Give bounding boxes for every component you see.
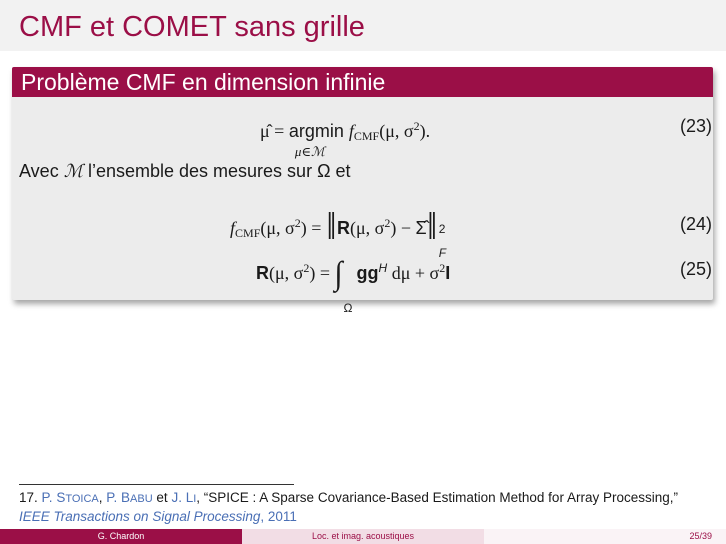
eq24-f: f (230, 218, 236, 238)
eq23-fsub: CMF (353, 129, 380, 143)
eq24-args: (μ, σ (260, 218, 295, 238)
block-title: Problème CMF en dimension infinie (21, 69, 386, 95)
footnote-rule (19, 484, 294, 485)
footer-title: Loc. et imag. acoustiques (242, 529, 484, 544)
journal-name: IEEE Transactions on Signal Processing (19, 509, 261, 524)
eq24-number: (24) (680, 214, 713, 234)
equation-24 (230, 204, 452, 260)
intro-rest: l’ensemble des mesures sur Ω et (82, 161, 351, 181)
norm-right: ‖ (427, 204, 437, 248)
eq24-normexp: 2 (438, 222, 446, 236)
eq23-f: f (348, 121, 354, 141)
eq25-args: (μ, σ (269, 263, 304, 283)
eq23-argmin: argmin (288, 121, 344, 141)
footnote-number: 17. (19, 490, 38, 505)
avec-word: Avec (19, 161, 59, 181)
eq24-fsub: CMF (235, 226, 261, 240)
eq25-number: (25) (680, 259, 713, 279)
author-3[interactable]: J. LI (171, 490, 197, 505)
journal-year: , 2011 (260, 509, 297, 524)
page-number: 25/39 (689, 531, 712, 541)
eq25-H: H (378, 261, 388, 275)
footer (0, 529, 726, 544)
intro-text (19, 160, 351, 182)
footnote (19, 489, 719, 526)
author-1[interactable]: P. STOICA (41, 490, 99, 505)
norm-left: ‖ (326, 204, 336, 248)
eq23-args: (μ, σ (379, 121, 414, 141)
eq23-exp: 2 (413, 119, 420, 133)
theorem-block (12, 67, 713, 315)
eq24-mid: ) = (300, 218, 326, 238)
eq24-normsub: F (438, 246, 447, 260)
eq25-gg: gg (356, 263, 379, 283)
eq23-number: (23) (680, 116, 713, 136)
eq24-exp: 2 (294, 216, 301, 230)
eq23-lhs: μ̂ = (260, 121, 289, 141)
eq24-R: R (336, 218, 350, 238)
eq24-rexp: 2 (384, 216, 391, 230)
integral-sign: ∫ (334, 255, 343, 292)
title-bar (0, 0, 726, 51)
eq25-mid: ) = (309, 263, 335, 283)
eq23-tail: ). (419, 121, 431, 141)
paper-title: , “SPICE : A Sparse Covariance-Based Estimation Method for Array Processing,” (196, 490, 678, 505)
eq23-under: μ∈ℳ (294, 144, 325, 159)
block-header (12, 67, 713, 97)
slide-title: CMF et COMET sans grille (19, 11, 365, 43)
set-M: ℳ (63, 161, 83, 181)
author-sep: , (98, 490, 107, 505)
footer-author: G. Chardon (0, 529, 242, 544)
equation-23 (260, 115, 431, 159)
eq25-exp2: 2 (439, 261, 446, 275)
author-2[interactable]: P. BABU (106, 490, 153, 505)
eq25-dmu: dμ + σ (387, 263, 440, 283)
eq24-minus: ) − (390, 218, 416, 238)
author-and: et (152, 490, 172, 505)
footer-page (484, 529, 726, 544)
eq25-R: R (256, 263, 269, 283)
eq25-exp: 2 (303, 261, 310, 275)
eq24-rargs: (μ, σ (349, 218, 385, 238)
eq24-sigma: Σ̂ (415, 218, 427, 238)
equation-25 (256, 255, 451, 315)
eq25-I: I (445, 263, 451, 283)
eq25-omega: Ω (343, 301, 353, 315)
